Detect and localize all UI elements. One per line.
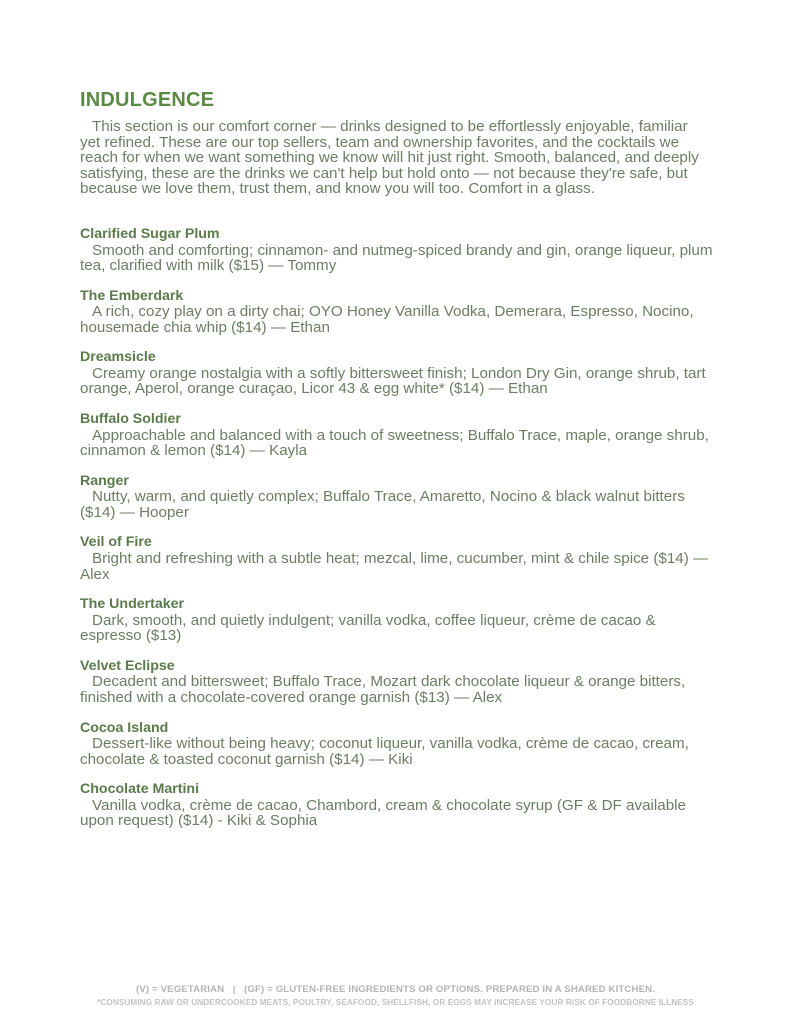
drink-description: Decadent and bittersweet; Buffalo Trace, Mozart dark chocolate liqueur & orange bitters, finished with a chocolate-covered orange garnish ($13) — Alex [80,673,686,706]
drink-name: Clarified Sugar Plum [80,226,220,242]
drink-description: Smooth and comforting; cinnamon- and nutmeg-spiced brandy and gin, orange liqueur, plum tea, clarified with milk ($15) — Tommy [80,241,713,275]
drink-description: Approachable and balanced with a touch of sweetness; Buffalo Trace, maple, orange shrub, cinnamon & lemon ($14) — Kayla [80,426,709,460]
drink-item-the-undertaker [80,597,720,644]
drink-name: The Emberdark [80,287,184,304]
menu-footer [0,983,791,1008]
drink-name: The Undertaker [80,596,185,613]
section-title: INDULGENCE [80,89,215,111]
drink-list [80,227,720,844]
drink-name: Dreamsicle [80,349,156,366]
drink-description: Bright and refreshing with a subtle heat; mezcal, lime, cucumber, mint & chile spice ($14) — Alex [80,549,709,583]
drink-item-buffalo-soldier [80,412,720,459]
drink-item-the-emberdark [80,289,720,336]
drink-name: Velvet Eclipse [80,657,175,674]
drink-item-veil-of-fire [80,535,720,582]
drink-item-clarified-sugar-plum [80,227,720,274]
drink-description: A rich, cozy play on a dirty chai; OYO Honey Vanilla Vodka, Demerara, Espresso, Nocino, housemade chia whip ($14) — Ethan [80,303,694,336]
drink-description: Creamy orange nostalgia with a softly bittersweet finish; London Dry Gin, orange shrub, tart orange, Aperol, orange curaçao, Licor 43 & egg white* ($14) — Ethan [80,364,706,398]
drink-name: Chocolate Martini [80,781,200,798]
drink-name: Veil of Fire [80,534,152,551]
drink-item-cocoa-island [80,721,720,768]
food-safety-warning: *CONSUMING RAW OR UNDERCOOKED MEATS, POULTRY, SEAFOOD, SHELLFISH, OR EGGS MAY INCREASE YOUR RISK OF FOODBORNE ILLNESS [97,998,694,1007]
drink-name: Ranger [80,472,129,489]
drink-description: Vanilla vodka, crème de cacao, Chambord, cream & chocolate syrup (GF & DF available upon request) ($14) - Kiki & Sophia [80,796,686,830]
drink-description: Dessert-like without being heavy; coconut liqueur, vanilla vodka, crème de cacao, cream, chocolate & toasted coconut garnish ($14) — Kiki [80,735,689,768]
drink-description: Nutty, warm, and quietly complex; Buffalo Trace, Amaretto, Nocino & black walnut bitters ($14) — Hooper [80,488,685,521]
drink-name: Buffalo Soldier [80,411,181,428]
drink-item-ranger [80,474,720,521]
drink-item-chocolate-martini [80,782,720,829]
drink-item-dreamsicle [80,350,720,397]
dietary-legend: (V) = VEGETARIAN | (GF) = GLUTEN-FREE INGREDIENTS OR OPTIONS. PREPARED IN A SHARED KITCHEN. [135,984,656,995]
section-intro: This section is our comfort corner — drinks designed to be effortlessly enjoyable, familiar yet refined. These are our top sellers, team and ownership favorites, and the cocktails we reach for when we want something we know will hit just right. Smooth, balanced, and deeply satisfying, these are the drinks we can't help but hold onto — not because they're safe, but because we love them, trust them, and know you will too. Comfort in a glass. [80,118,699,198]
drink-name: Cocoa Island [80,719,169,736]
drink-item-velvet-eclipse [80,659,720,706]
drink-description: Dark, smooth, and quietly indulgent; vanilla vodka, coffee liqueur, crème de cacao & espresso ($13) [80,611,656,645]
